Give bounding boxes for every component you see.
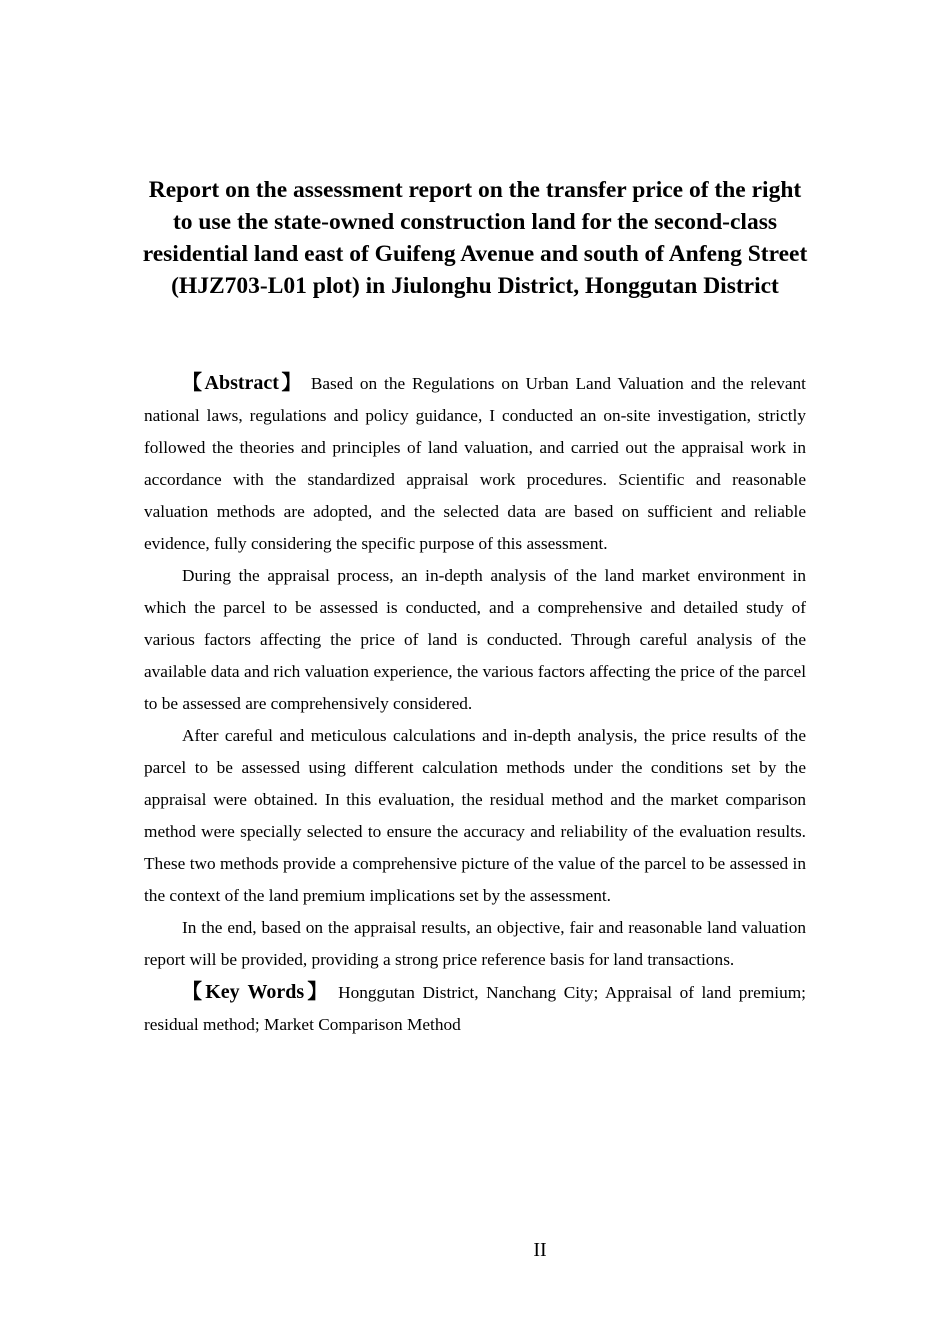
abstract-paragraph: [144, 367, 806, 560]
keywords-paragraph: [144, 976, 806, 1041]
abstract-paragraph: During the appraisal process, an in-depth analysis of the land market environment in which the parcel to be assessed is conducted, and a comprehensive and detailed study of various factors affecting the price of land is conducted. Through careful analysis of the available data and rich valuation experience, the various factors affecting the price of the parcel to be assessed are comprehensively considered.: [144, 566, 806, 713]
document-title: Report on the assessment report on the transfer price of the right to use the state-owned construction land for the second-class residential land east of Guifeng Avenue and south of Anfeng Street (HJZ703-L01 plot) in Jiulonghu District, Honggutan District: [142, 177, 808, 299]
abstract-paragraph-text: Based on the Regulations on Urban Land Valuation and the relevant national laws, regulations and policy guidance, I conducted an on-site investigation, strictly followed the theories and principles of land valuation, and carried out the appraisal work in accordance with the standardized appraisal work procedures. Scientific and reasonable valuation methods are adopted, and the selected data are based on sufficient and reliable evidence, fully considering the specific purpose of this assessment.: [144, 374, 806, 553]
abstract-section: [144, 367, 806, 1041]
abstract-paragraph: In the end, based on the appraisal results, an objective, fair and reasonable land valuation report will be provided, providing a strong price reference basis for land transactions.: [144, 918, 806, 969]
abstract-paragraph: After careful and meticulous calculations and in-depth analysis, the price results of the parcel to be assessed using different calculation methods under the conditions set by the appraisal were obtained. In this evaluation, the residual method and the market comparison method were specially selected to ensure the accuracy and reliability of the evaluation results. These two methods provide a comprehensive picture of the value of the parcel to be assessed in the context of the land premium implications set by the assessment.: [144, 726, 806, 905]
keywords-text: Honggutan District, Nanchang City; Appraisal of land premium; residual method; Market Comparison Method: [144, 983, 806, 1034]
keywords-label: 【Key Words】: [182, 981, 331, 1003]
abstract-label: 【Abstract】: [182, 372, 304, 394]
page-number: II: [533, 1239, 547, 1261]
